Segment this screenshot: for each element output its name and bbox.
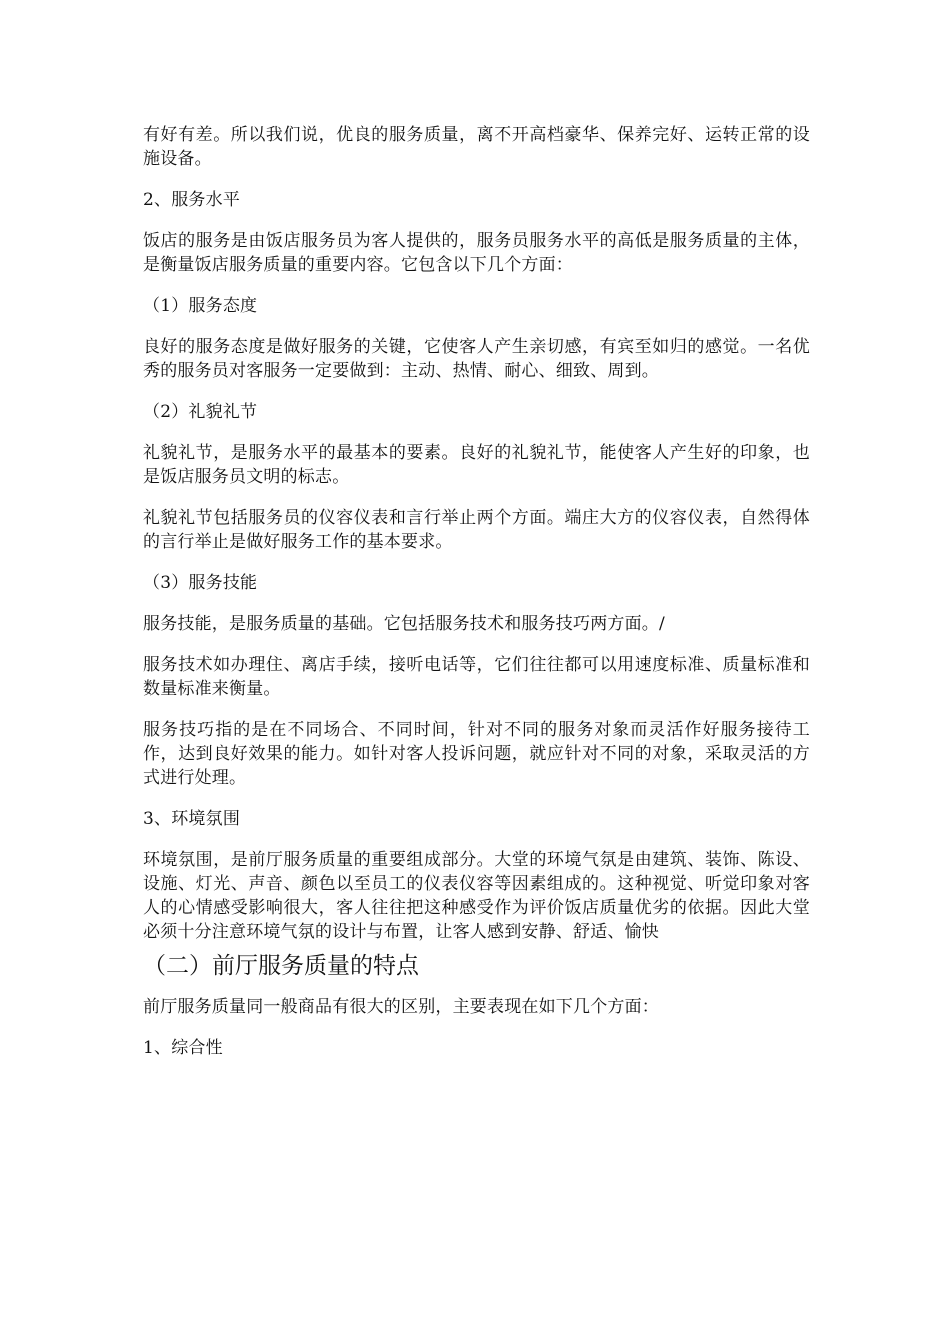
document-body [143, 123, 810, 1077]
paragraph-service-attitude: 良好的服务态度是做好服务的关键，它使客人产生亲切感，有宾至如归的感觉。一名优秀的服务员对客服务一定要做到：主动、热情、耐心、细致、周到。 [143, 337, 810, 381]
paragraph-etiquette-aspects: 礼貌礼节包括服务员的仪容仪表和言行举止两个方面。端庄大方的仪容仪表，自然得体的言行举止是做好服务工作的基本要求。 [143, 508, 810, 552]
paragraph-facilities-conclusion: 有好有差。所以我们说，优良的服务质量，离不开高档豪华、保养完好、运转正常的设施设备。 [143, 125, 810, 169]
paragraph-service-finesse: 服务技巧指的是在不同场合、不同时间，针对不同的服务对象而灵活作好服务接待工作，达到良好效果的能力。如针对客人投诉问题，就应针对不同的对象，采取灵活的方式进行处理。 [143, 720, 810, 788]
paragraph-service-technique: 服务技术如办理住、离店手续，接听电话等，它们往往都可以用速度标准、质量标准和数量标准来衡量。 [143, 655, 810, 699]
section-heading: （二）前厅服务质量的特点 [143, 953, 419, 979]
paragraph-service-level-intro: 饭店的服务是由饭店服务员为客人提供的，服务员服务水平的高低是服务质量的主体，是衡量饭店服务质量的重要内容。它包含以下几个方面： [143, 231, 810, 275]
subheading-environment: 3、环境氛围 [143, 809, 241, 829]
subheading-comprehensiveness: 1、综合性 [143, 1038, 223, 1058]
paragraph-service-skills-definition: 服务技能，是服务质量的基础。它包括服务技术和服务技巧两方面。/ [143, 614, 665, 634]
subheading-service-level: 2、服务水平 [143, 190, 241, 210]
subheading-service-skills: （3）服务技能 [143, 573, 258, 593]
paragraph-characteristics-intro: 前厅服务质量同一般商品有很大的区别，主要表现在如下几个方面： [143, 997, 659, 1017]
paragraph-environment: 环境氛围，是前厅服务质量的重要组成部分。大堂的环境气氛是由建筑、装饰、陈设、设施、灯光、声音、颜色以至员工的仪表仪容等因素组成的。这种视觉、听觉印象对客人的心情感受影响很大，客人往往把这种感受作为评价饭店质量优劣的依据。因此大堂必须十分注意环境气氛的设计与布置，让客人感到安静、舒适、愉快 [143, 850, 810, 942]
subheading-etiquette: （2）礼貌礼节 [143, 402, 258, 422]
paragraph-etiquette-definition: 礼貌礼节，是服务水平的最基本的要素。良好的礼貌礼节，能使客人产生好的印象，也是饭店服务员文明的标志。 [143, 443, 810, 487]
subheading-service-attitude: （1）服务态度 [143, 296, 258, 316]
